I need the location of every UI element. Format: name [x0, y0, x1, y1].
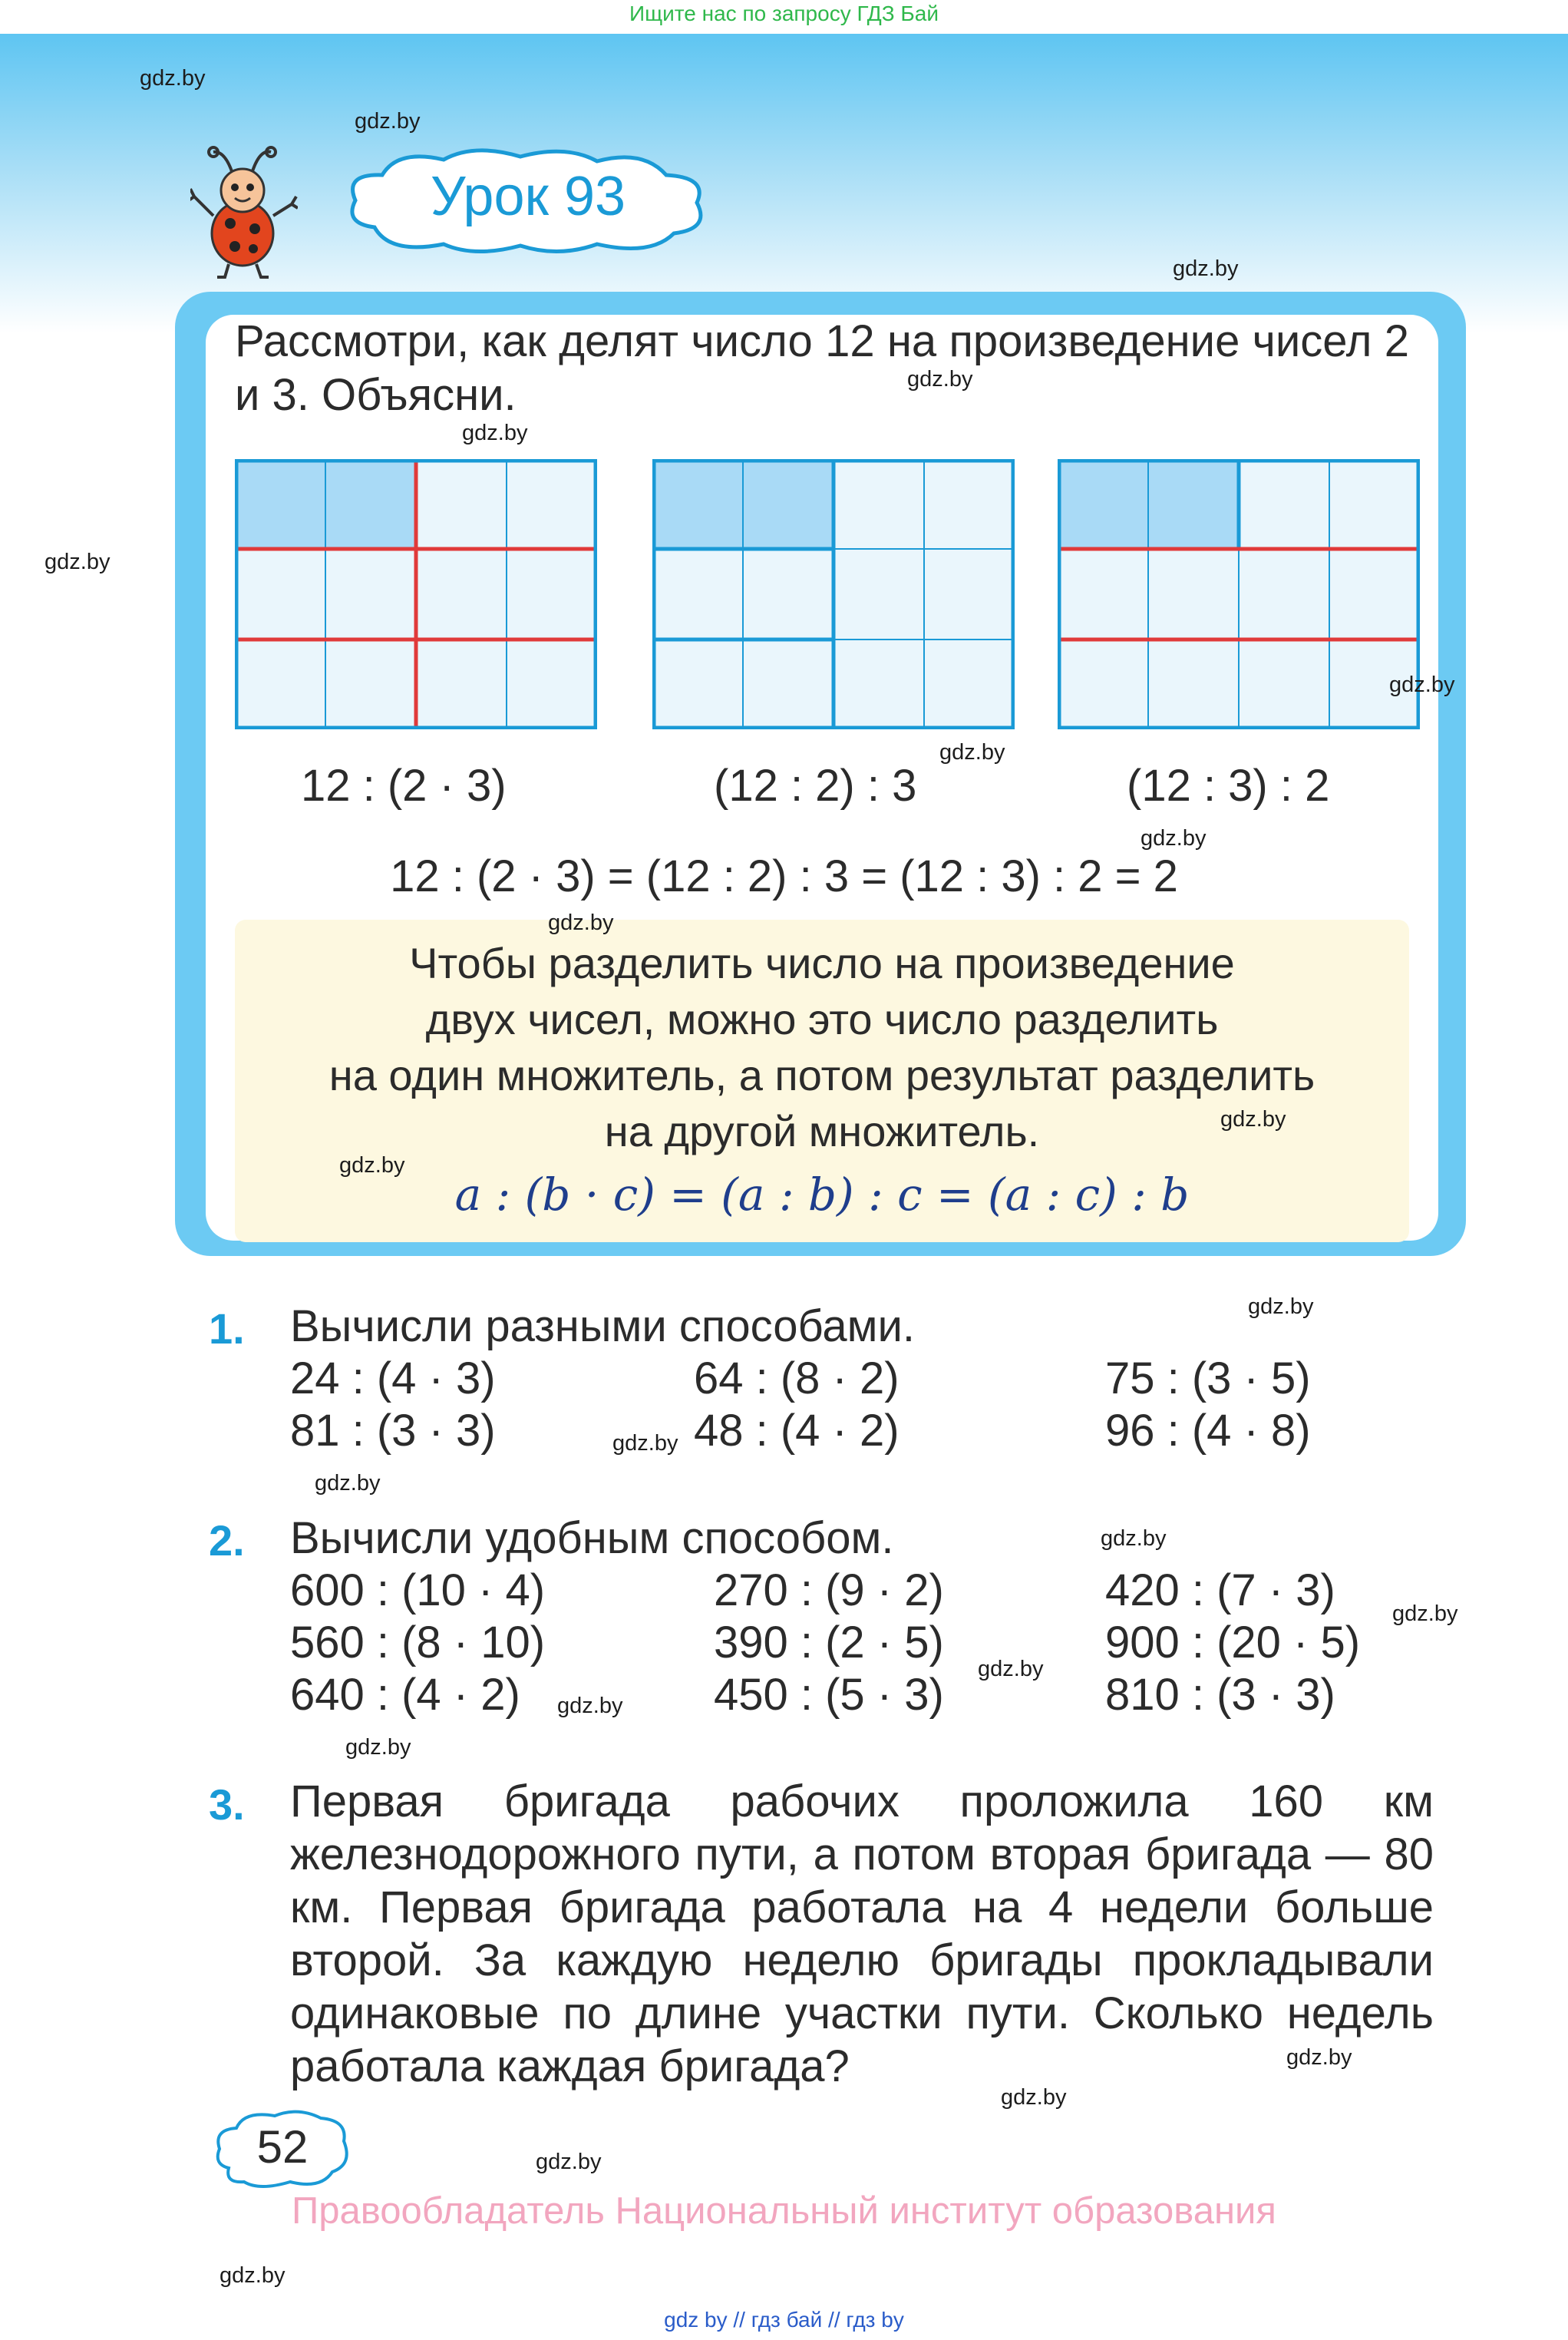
- task-1-item: 64 : (8 · 2): [694, 1353, 900, 1403]
- watermark: gdz.by: [939, 740, 1005, 765]
- watermark: gdz.by: [140, 66, 206, 91]
- grid-diagram-3: [1058, 459, 1420, 729]
- rule-line: на другой множитель.: [604, 1107, 1040, 1155]
- watermark: gdz.by: [339, 1153, 405, 1178]
- watermark: gdz.by: [1220, 1107, 1286, 1132]
- task-2-item: 900 : (20 · 5): [1105, 1618, 1361, 1667]
- task-3-number: 3.: [209, 1780, 245, 1829]
- task-2-item: 450 : (5 · 3): [714, 1670, 944, 1720]
- task-2-number: 2.: [209, 1516, 245, 1565]
- rule-formula: a : (b · c) = (a : b) : c = (a : c) : b: [454, 1168, 1190, 1221]
- lesson-title: Урок 93: [430, 166, 626, 227]
- footer-links: gdz by // гдз бай // гдз by: [664, 2308, 904, 2332]
- task-2-item: 560 : (8 · 10): [290, 1618, 546, 1667]
- task-1-item: 24 : (4 · 3): [290, 1353, 496, 1403]
- copyright-line: Правообладатель Национальный институт образования: [292, 2190, 1276, 2232]
- task-1-item: 81 : (3 · 3): [290, 1406, 496, 1456]
- task-2-title: Вычисли удобным способом.: [290, 1513, 894, 1563]
- watermark: gdz.by: [1173, 256, 1239, 281]
- watermark: gdz.by: [220, 2263, 286, 2288]
- task-1-title: Вычисли разными способами.: [290, 1301, 916, 1351]
- equality-chain: 12 : (2 · 3) = (12 : 2) : 3 = (12 : 3) : 2 = 2: [390, 851, 1178, 901]
- task-2-item: 270 : (9 · 2): [714, 1565, 944, 1615]
- search-hint: Ищите нас по запросу ГДЗ Бай: [629, 2, 939, 25]
- task-2-item: 810 : (3 · 3): [1105, 1670, 1335, 1720]
- watermark: gdz.by: [612, 1431, 678, 1456]
- watermark: gdz.by: [1001, 2085, 1067, 2110]
- intro-text: Рассмотри, как делят число 12 на произведение чисел 2 и 3. Объясни.: [235, 316, 1409, 420]
- task-2-item: 640 : (4 · 2): [290, 1670, 520, 1720]
- watermark: gdz.by: [978, 1657, 1044, 1681]
- expression-2: (12 : 2) : 3: [714, 761, 917, 811]
- watermark: gdz.by: [1286, 2045, 1352, 2070]
- watermark: gdz.by: [315, 1471, 381, 1496]
- ladybug-icon: [190, 143, 298, 281]
- task-1-item: 48 : (4 · 2): [694, 1406, 900, 1456]
- watermark: gdz.by: [1389, 673, 1455, 697]
- task-2-item: 600 : (10 · 4): [290, 1565, 546, 1615]
- watermark: gdz.by: [45, 550, 111, 574]
- watermark: gdz.by: [345, 1735, 411, 1760]
- expression-3: (12 : 3) : 2: [1127, 761, 1330, 811]
- watermark: gdz.by: [1392, 1601, 1458, 1626]
- rule-line: Чтобы разделить число на произведение: [409, 939, 1235, 987]
- task-1-item: 96 : (4 · 8): [1105, 1406, 1311, 1456]
- watermark: gdz.by: [536, 2150, 602, 2174]
- watermark: gdz.by: [907, 367, 973, 392]
- rule-line: двух чисел, можно это число разделить: [425, 995, 1219, 1043]
- watermark: gdz.by: [1101, 1526, 1167, 1551]
- rule-line: на один множитель, а потом результат разделить: [328, 1051, 1315, 1099]
- page-number: 52: [256, 2121, 309, 2173]
- grid-diagram-2: [652, 459, 1015, 729]
- watermark: gdz.by: [557, 1694, 623, 1718]
- grid-diagram-1: [235, 459, 597, 729]
- expression-1: 12 : (2 · 3): [301, 761, 507, 811]
- task-3-text: Первая бригада рабочих проложила 160 км железнодорожного пути, а потом вторая бригада — 80 км. Первая бригада работала на 4 недели больше второй. За каждую неделю бригады прокладывали одинаковые по длине участки пути. Сколько недель работала каждая бригада?: [290, 1776, 1434, 2091]
- watermark: gdz.by: [462, 421, 528, 445]
- task-2-item: 390 : (2 · 5): [714, 1618, 944, 1667]
- watermark: gdz.by: [548, 911, 614, 935]
- watermark: gdz.by: [1248, 1294, 1314, 1319]
- watermark: gdz.by: [355, 109, 421, 134]
- watermark: gdz.by: [1141, 826, 1207, 851]
- task-1-item: 75 : (3 · 5): [1105, 1353, 1311, 1403]
- task-2-item: 420 : (7 · 3): [1105, 1565, 1335, 1615]
- task-1-number: 1.: [209, 1304, 245, 1353]
